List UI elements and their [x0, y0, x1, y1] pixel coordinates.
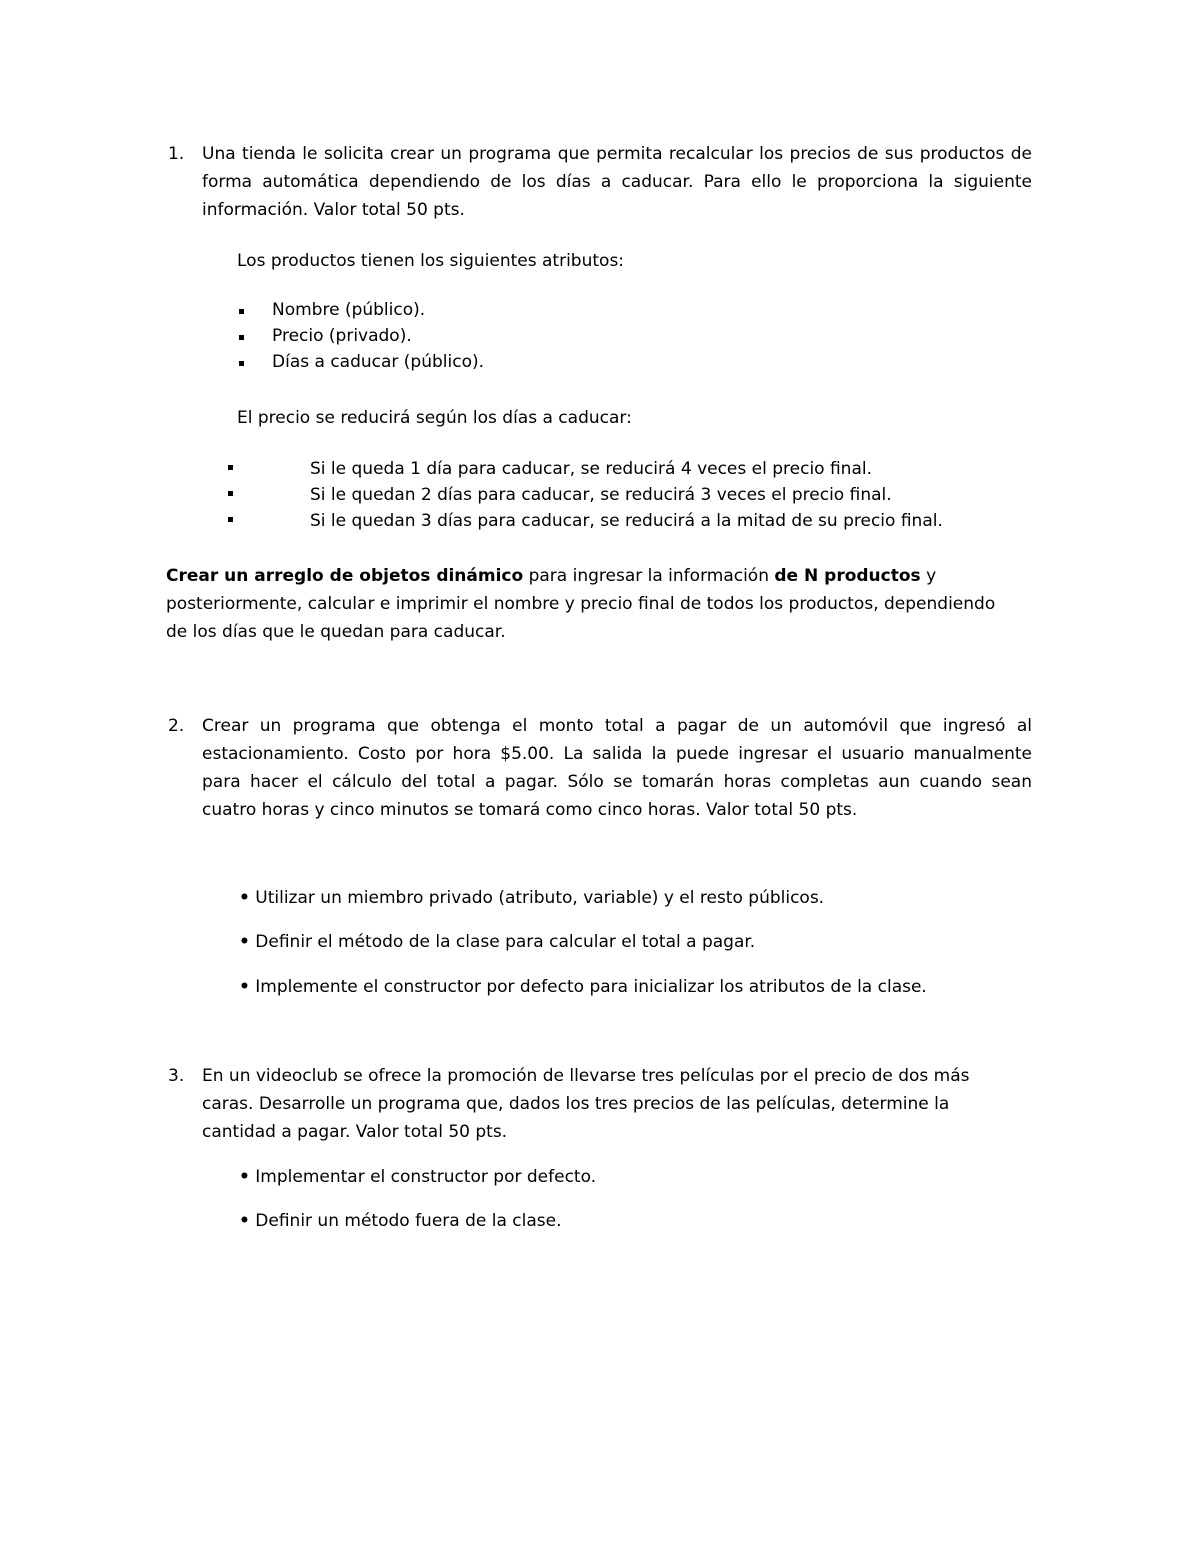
q1-reduction-3: Si le quedan 3 días para caducar, se reducirá a la mitad de su precio final.	[310, 511, 943, 531]
q1-task-line-3: de los días que le quedan para caducar.	[166, 622, 506, 642]
bullet-dot-icon: •	[239, 932, 250, 952]
q1-task-text-2: y	[920, 566, 937, 586]
q2-number: 2.	[168, 716, 185, 736]
q3-intro-line-2: caras. Desarrolle un programa que, dados los tres precios de las películas, determine la	[202, 1094, 950, 1114]
q1-attribute-1: Nombre (público).	[272, 300, 426, 320]
q3-intro-line-3: cantidad a pagar. Valor total 50 pts.	[202, 1122, 508, 1142]
q1-reduction-1: Si le queda 1 día para caducar, se reducirá 4 veces el precio final.	[310, 459, 873, 479]
q2-intro-line-3: para hacer el cálculo del total a pagar. Sólo se tomarán horas completas aun cuando sean	[202, 772, 1032, 792]
q1-task-bold-2: de N productos	[774, 566, 921, 586]
q2-bullet-1-text: Utilizar un miembro privado (atributo, variable) y el resto públicos.	[255, 888, 825, 908]
square-bullet-icon	[228, 517, 233, 522]
q2-bullet-2-text: Definir el método de la clase para calcular el total a pagar.	[255, 932, 756, 952]
q1-intro	[202, 140, 1032, 224]
square-bullet-icon	[239, 335, 244, 340]
q3-bullet-1	[239, 1163, 596, 1191]
q1-intro-line-3: información. Valor total 50 pts.	[202, 200, 465, 220]
q2-intro-line-1: Crear un programa que obtenga el monto total a pagar de un automóvil que ingresó al	[202, 716, 1032, 736]
q3-intro-line-1: En un videoclub se ofrece la promoción de llevarse tres películas por el precio de dos más	[202, 1066, 970, 1086]
q2-bullet-3	[239, 973, 927, 1001]
q1-reduction-2: Si le quedan 2 días para caducar, se reducirá 3 veces el precio final.	[310, 485, 892, 505]
q2-bullet-2	[239, 928, 755, 956]
bullet-dot-icon: •	[239, 1211, 250, 1231]
square-bullet-icon	[228, 491, 233, 496]
q3-bullet-2	[239, 1207, 562, 1235]
bullet-dot-icon: •	[239, 977, 250, 997]
q2-intro	[202, 712, 1032, 824]
bullet-dot-icon: •	[239, 888, 250, 908]
q2-intro-line-4: cuatro horas y cinco minutos se tomará como cinco horas. Valor total 50 pts.	[202, 800, 858, 820]
bullet-dot-icon: •	[239, 1167, 250, 1187]
q3-bullet-1-text: Implementar el constructor por defecto.	[255, 1167, 597, 1187]
q3-bullet-2-text: Definir un método fuera de la clase.	[255, 1211, 562, 1231]
square-bullet-icon	[239, 309, 244, 314]
square-bullet-icon	[239, 361, 244, 366]
q1-number: 1.	[168, 144, 185, 164]
square-bullet-icon	[228, 465, 233, 470]
q1-task-text-1: para ingresar la información	[523, 566, 775, 586]
q1-attribute-3: Días a caducar (público).	[272, 352, 485, 372]
q1-intro-line-2: forma automática dependiendo de los días a caducar. Para ello le proporciona la siguiente	[202, 172, 1032, 192]
q1-attribute-2: Precio (privado).	[272, 326, 412, 346]
q1-task-line-1	[166, 562, 995, 590]
q2-bullet-1	[239, 884, 824, 912]
q1-task-line-2: posteriormente, calcular e imprimir el nombre y precio final de todos los productos, dependiendo	[166, 594, 996, 614]
q3-intro	[202, 1062, 970, 1146]
q1-task-bold-1: Crear un arreglo de objetos dinámico	[166, 566, 524, 586]
q1-intro-line-1: Una tienda le solicita crear un programa que permita recalcular los precios de sus productos de	[202, 144, 1032, 164]
q1-attributes-heading: Los productos tienen los siguientes atributos:	[237, 251, 625, 271]
q2-intro-line-2: estacionamiento. Costo por hora $5.00. La salida la puede ingresar el usuario manualmente	[202, 744, 1032, 764]
q1-reduction-heading: El precio se reducirá según los días a caducar:	[237, 408, 632, 428]
q1-task	[166, 562, 995, 646]
q2-bullet-3-text: Implemente el constructor por defecto para inicializar los atributos de la clase.	[255, 977, 927, 997]
q3-number: 3.	[168, 1066, 185, 1086]
